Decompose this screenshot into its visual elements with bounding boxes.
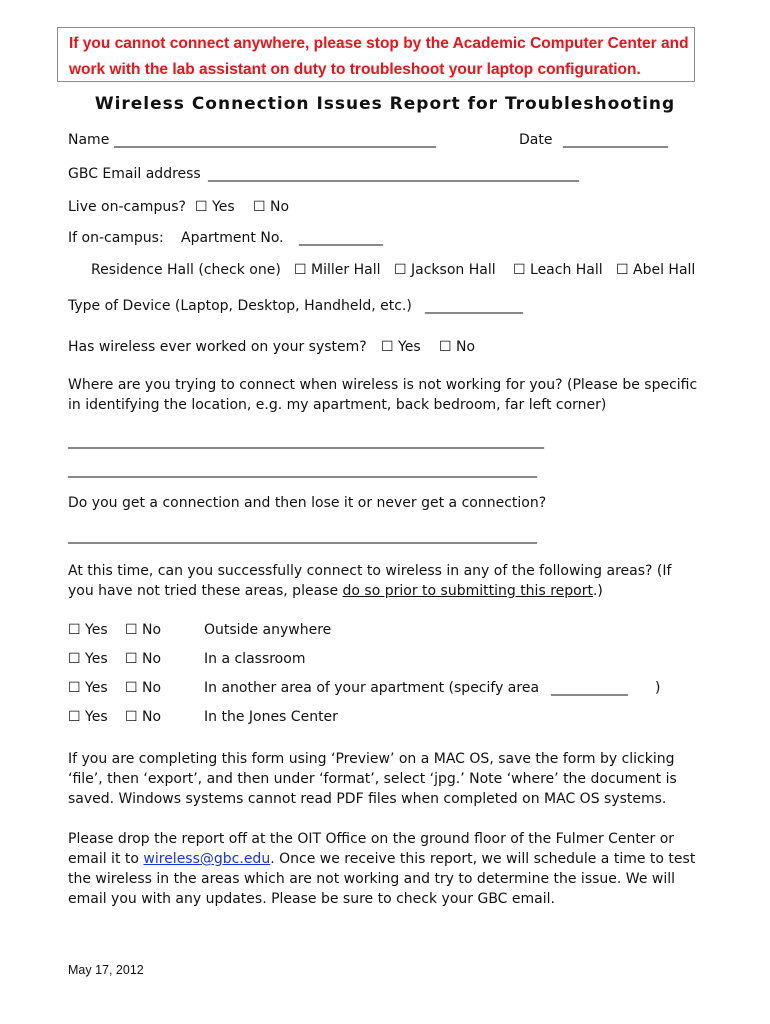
- no-label: No: [142, 651, 162, 667]
- no-label: No: [142, 680, 162, 696]
- mac-note-line-3: saved. Windows systems cannot read PDF files when completed on MAC OS systems.: [68, 791, 667, 807]
- area-yes-option[interactable]: [68, 680, 108, 696]
- checkbox-icon[interactable]: ☐: [439, 339, 452, 355]
- yes-label: Yes: [212, 199, 235, 215]
- email-label: GBC Email address: [68, 166, 201, 182]
- alert-box: [57, 27, 695, 82]
- drop-line-3: the wireless in the areas which are not working and try to determine the issue. We will: [68, 871, 675, 887]
- checkbox-icon[interactable]: ☐: [253, 199, 266, 215]
- name-label: Name: [68, 132, 110, 148]
- areas-line-2-end: .): [592, 583, 603, 599]
- mac-note-line-2: ‘file’, then ‘export’, and then under ‘format’, select ‘jpg.’ Note ‘where’ the document is: [68, 771, 677, 787]
- date-label: Date: [519, 132, 553, 148]
- yes-label: Yes: [85, 709, 108, 725]
- checkbox-icon[interactable]: ☐: [513, 262, 526, 278]
- live-no-option[interactable]: [253, 199, 289, 215]
- drop-line-4: email you with any updates. Please be sure to check your GBC email.: [68, 891, 555, 907]
- page-title: Wireless Connection Issues Report for Troubleshooting: [94, 94, 676, 114]
- alert-line-2: work with the lab assistant on duty to troubleshoot your laptop configuration.: [69, 61, 641, 78]
- checkbox-icon[interactable]: ☐: [394, 262, 407, 278]
- specify-area-field[interactable]: ___________: [551, 680, 628, 696]
- hall-option-abel[interactable]: [616, 262, 695, 278]
- hall-label: Jackson Hall: [411, 262, 496, 278]
- name-field[interactable]: ______________________________________________: [114, 132, 436, 148]
- area-yes-option[interactable]: [68, 709, 108, 725]
- email-field[interactable]: _____________________________________________________: [208, 166, 579, 182]
- apartment-label: Apartment No.: [181, 230, 284, 246]
- device-type-label: Type of Device (Laptop, Desktop, Handheld, etc.): [68, 298, 412, 314]
- mac-note-line-1: If you are completing this form using ‘Preview’ on a MAC OS, save the form by clicking: [68, 751, 675, 767]
- drop-line-2: [68, 851, 695, 867]
- area-label: In a classroom: [204, 651, 306, 667]
- if-oncampus-label: If on-campus:: [68, 230, 164, 246]
- hall-label: Miller Hall: [311, 262, 381, 278]
- area-yes-option[interactable]: [68, 622, 108, 638]
- lose-connection-question: Do you get a connection and then lose it or never get a connection?: [68, 495, 547, 511]
- checkbox-icon[interactable]: ☐: [616, 262, 629, 278]
- footer-date: May 17, 2012: [68, 963, 144, 977]
- area-no-option[interactable]: [125, 709, 161, 725]
- area-label: Outside anywhere: [204, 622, 332, 638]
- no-label: No: [270, 199, 290, 215]
- yes-label: Yes: [398, 339, 421, 355]
- checkbox-icon[interactable]: ☐: [125, 709, 138, 725]
- drop-line-1: Please drop the report off at the OIT Office on the ground floor of the Fulmer Center or: [68, 831, 675, 847]
- residence-hall-label: Residence Hall (check one): [91, 262, 281, 278]
- email-link[interactable]: wireless@gbc.edu: [143, 851, 271, 867]
- wireless-worked-label: Has wireless ever worked on your system?: [68, 339, 367, 355]
- areas-line-2-text: you have not tried these areas, please: [68, 583, 343, 599]
- live-oncampus-label: Live on-campus?: [68, 199, 186, 215]
- specify-area-close: ): [655, 680, 661, 696]
- checkbox-icon[interactable]: ☐: [68, 680, 81, 696]
- yes-label: Yes: [85, 622, 108, 638]
- where-answer-line-2[interactable]: ___________________________________________________________________: [68, 462, 537, 478]
- hall-option-jackson[interactable]: [394, 262, 496, 278]
- hall-label: Leach Hall: [530, 262, 603, 278]
- areas-question-line-1: At this time, can you successfully connect to wireless in any of the following areas? (If: [68, 563, 672, 579]
- checkbox-icon[interactable]: ☐: [294, 262, 307, 278]
- where-question-line-1: Where are you trying to connect when wireless is not working for you? (Please be specific: [68, 377, 698, 393]
- date-field[interactable]: _______________: [563, 132, 668, 148]
- areas-question-line-2: [68, 583, 603, 599]
- where-question-line-2: in identifying the location, e.g. my apartment, back bedroom, far left corner): [68, 397, 607, 413]
- checkbox-icon[interactable]: ☐: [125, 680, 138, 696]
- area-no-option[interactable]: [125, 680, 161, 696]
- yes-label: Yes: [85, 680, 108, 696]
- drop-line-2-end: . Once we receive this report, we will schedule a time to test: [270, 851, 696, 867]
- hall-option-miller[interactable]: [294, 262, 380, 278]
- area-no-option[interactable]: [125, 651, 161, 667]
- area-yes-option[interactable]: [68, 651, 108, 667]
- checkbox-icon[interactable]: ☐: [195, 199, 208, 215]
- hall-option-leach[interactable]: [513, 262, 603, 278]
- checkbox-icon[interactable]: ☐: [125, 622, 138, 638]
- worked-no-option[interactable]: [439, 339, 475, 355]
- yes-label: Yes: [85, 651, 108, 667]
- hall-label: Abel Hall: [633, 262, 696, 278]
- no-label: No: [456, 339, 476, 355]
- area-label: In the Jones Center: [204, 709, 338, 725]
- apartment-field[interactable]: ____________: [299, 230, 383, 246]
- no-label: No: [142, 709, 162, 725]
- where-answer-line-1[interactable]: ____________________________________________________________________: [68, 433, 544, 449]
- checkbox-icon[interactable]: ☐: [125, 651, 138, 667]
- checkbox-icon[interactable]: ☐: [68, 651, 81, 667]
- worked-yes-option[interactable]: [381, 339, 421, 355]
- checkbox-icon[interactable]: ☐: [68, 622, 81, 638]
- alert-line-1: If you cannot connect anywhere, please stop by the Academic Computer Center and: [69, 35, 689, 52]
- checkbox-icon[interactable]: ☐: [381, 339, 394, 355]
- no-label: No: [142, 622, 162, 638]
- lose-connection-answer[interactable]: ___________________________________________________________________: [68, 528, 537, 544]
- areas-line-2-underlined: do so prior to submitting this report: [342, 583, 593, 599]
- drop-line-2-text: email it to: [68, 851, 144, 867]
- device-type-field[interactable]: ______________: [425, 298, 523, 314]
- area-no-option[interactable]: [125, 622, 161, 638]
- checkbox-icon[interactable]: ☐: [68, 709, 81, 725]
- area-label: In another area of your apartment (specify area: [204, 680, 540, 696]
- live-yes-option[interactable]: [195, 199, 235, 215]
